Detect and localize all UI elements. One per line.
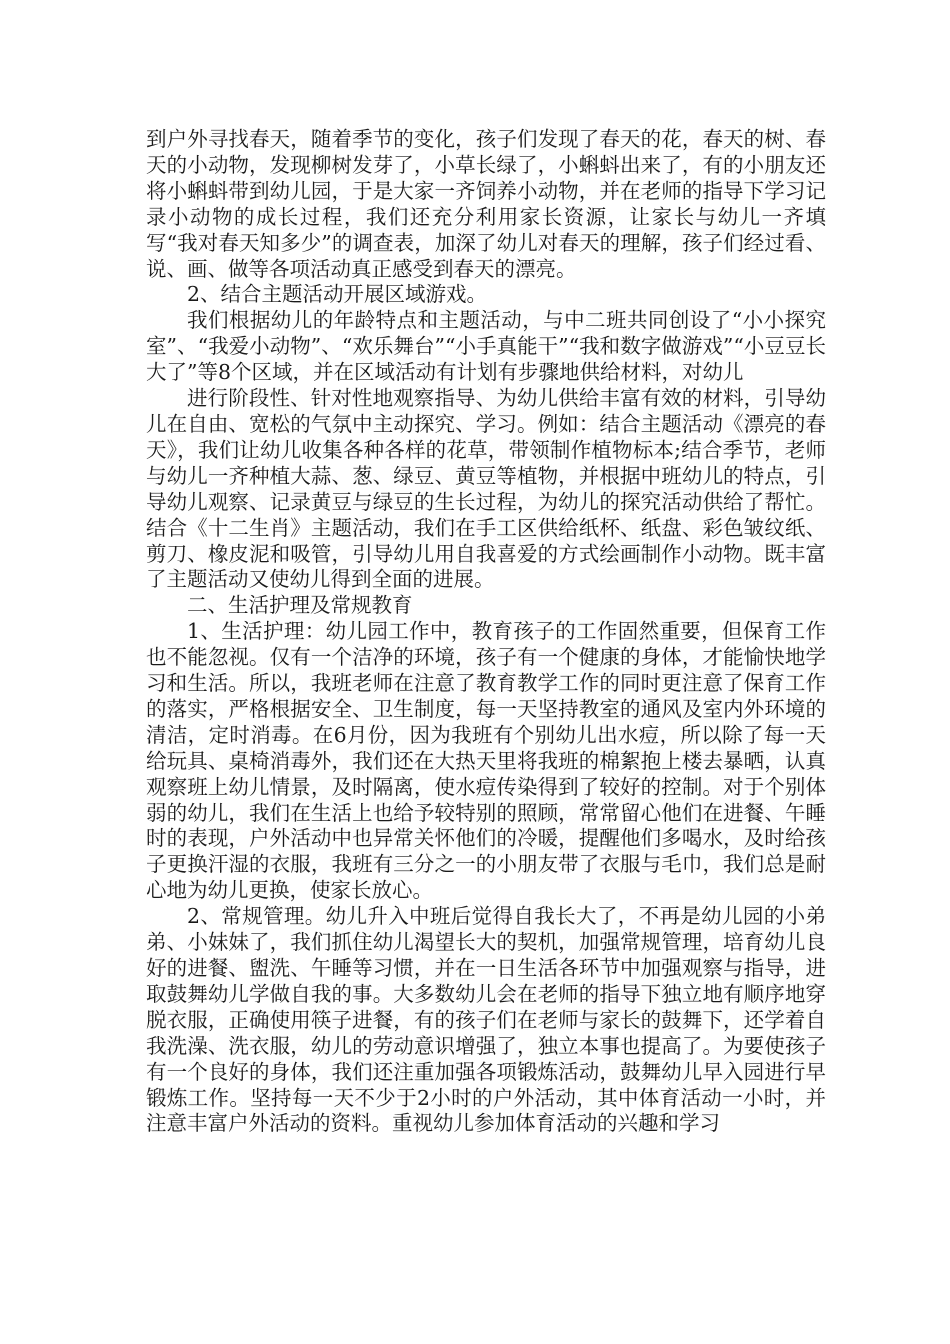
paragraph-continuation: 到户外寻找春天，随着季节的变化，孩子们发现了春天的花，春天的树、春天的小动物，发现柳树发芽了，小草长绿了，小蝌蚪出来了，有的小朋友还将小蝌蚪带到幼儿园，于是大家一齐饲养小动物，并在老师的指导下学习记录小动物的成长过程，我们还充分利用家长资源，让家长与幼儿一齐填写“我对春天知多少”的调查表，加深了幼儿对春天的理解，孩子们经过看、说、画、做等各项活动真正感受到春天的漂亮。	[146, 127, 826, 281]
paragraph-routine-management: 2、常规管理。幼儿升入中班后觉得自我长大了，不再是幼儿园的小弟弟、小妹妹了，我们抓住幼儿渴望长大的契机，加强常规管理，培育幼儿良好的进餐、盥洗、午睡等习惯，并在一日生活各环节中加强观察与指导，进取鼓舞幼儿学做自我的事。大多数幼儿会在老师的指导下独立地有顺序地穿脱衣服，正确使用筷子进餐，有的孩子们在老师与家长的鼓舞下，还学着自我洗澡、洗衣服，幼儿的劳动意识增强了，独立本事也提高了。为要使孩子有一个良好的身体，我们还注重加强各项锻炼活动，鼓舞幼儿早入园进行早锻炼工作。坚持每一天不少于2小时的户外活动，其中体育活动一小时，并注意丰富户外活动的资料。重视幼儿参加体育活动的兴趣和学习	[146, 904, 826, 1136]
paragraph-area-creation: 我们根据幼儿的年龄特点和主题活动，与中二班共同创设了“小小探究室”、“我爱小动物”、“欢乐舞台”“小手真能干”“我和数字做游戏”“小豆豆长大了”等8个区域，并在区域活动有计划有步骤地供给材料，对幼儿	[146, 308, 826, 385]
paragraph-observation-guidance: 进行阶段性、针对性地观察指导、为幼儿供给丰富有效的材料，引导幼儿在自由、宽松的气氛中主动探究、学习。例如：结合主题活动《漂亮的春天》，我们让幼儿收集各种各样的花草，带领制作植物标本;结合季节，老师与幼儿一齐种植大蒜、葱、绿豆、黄豆等植物，并根据中班幼儿的特点，引导幼儿观察、记录黄豆与绿豆的生长过程，为幼儿的探究活动供给了帮忙。结合《十二生肖》主题活动，我们在手工区供给纸杯、纸盘、彩色皱纹纸、剪刀、橡皮泥和吸管，引导幼儿用自我喜爱的方式绘画制作小动物。既丰富了主题活动又使幼儿得到全面的进展。	[146, 386, 826, 592]
paragraph-life-care: 1、生活护理：幼儿园工作中，教育孩子的工作固然重要，但保育工作也不能忽视。仅有一个洁净的环境，孩子有一个健康的身体，才能愉快地学习和生活。所以，我班老师在注意了教育教学工作的同时更注意了保育工作的落实，严格根据安全、卫生制度，每一天坚持教室的通风及室内外环境的清洁，定时消毒。在6月份，因为我班有个别幼儿出水痘，所以除了每一天给玩具、桌椅消毒外，我们还在大热天里将我班的棉絮抱上楼去暴晒，认真观察班上幼儿情景，及时隔离，使水痘传染得到了较好的控制。对于个别体弱的幼儿，我们在生活上也给予较特别的照顾，常常留心他们在进餐、午睡时的表现，户外活动中也异常关怀他们的冷暖，提醒他们多喝水，及时给孩子更换汗湿的衣服，我班有三分之一的小朋友带了衣服与毛巾，我们总是耐心地为幼儿更换，使家长放心。	[146, 619, 826, 903]
document-body	[146, 127, 826, 1137]
section-heading-life-care: 二、生活护理及常规教育	[187, 593, 413, 618]
section-heading-area-games: 2、结合主题活动开展区域游戏。	[187, 282, 488, 307]
